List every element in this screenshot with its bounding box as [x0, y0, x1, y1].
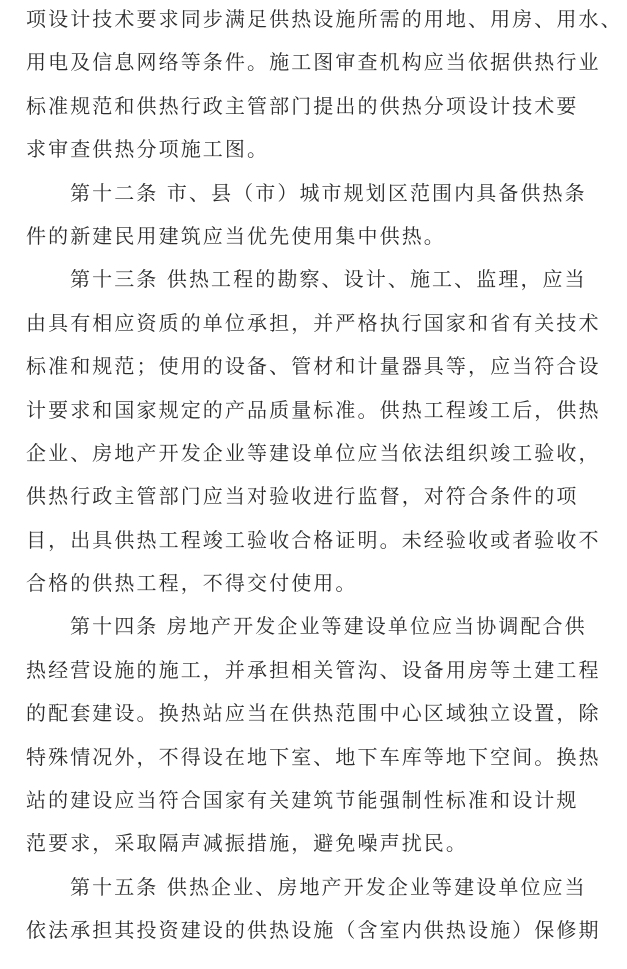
- text-line: 计要求和国家规定的产品质量标准。供热工程竣工后，供热: [26, 397, 601, 422]
- text-line: 特殊情况外，不得设在地下室、地下车库等地下空间。换热: [26, 744, 601, 769]
- text-line: 站的建设应当符合国家有关建筑节能强制性标准和设计规: [26, 788, 579, 813]
- text-line: 企业、房地产开发企业等建设单位应当依法组织竣工验收，: [26, 440, 601, 465]
- article-12-first-line: 第十二条 市、县（市）城市规划区范围内具备供热条: [70, 180, 587, 205]
- text-line: 合格的供热工程，不得交付使用。: [26, 571, 358, 596]
- text-line: 项设计技术要求同步满足供热设施所需的用地、用房、用水、: [26, 7, 623, 31]
- text-line: 目，出具供热工程竣工验收合格证明。未经验收或者验收不: [26, 527, 601, 552]
- text-line: 范要求，采取隔声减振措施，避免噪声扰民。: [26, 831, 468, 856]
- text-line: 依法承担其投资建设的供热设施（含室内供热设施）保修期: [26, 918, 601, 943]
- document-page: [26, 0, 623, 953]
- text-line: 标准和规范；使用的设备、管材和计量器具等，应当符合设: [26, 354, 601, 379]
- article-13-first-line: 第十三条 供热工程的勘察、设计、施工、监理，应当: [70, 267, 587, 292]
- text-line: 件的新建民用建筑应当优先使用集中供热。: [26, 223, 446, 248]
- article-15-first-line: 第十五条 供热企业、房地产开发企业等建设单位应当: [70, 874, 587, 899]
- article-14-first-line: 第十四条 房地产开发企业等建设单位应当协调配合供: [70, 614, 587, 639]
- text-line: 供热行政主管部门应当对验收进行监督，对符合条件的项: [26, 484, 579, 509]
- text-line: 的配套建设。换热站应当在供热范围中心区域独立设置，除: [26, 701, 601, 726]
- text-line: 热经营设施的施工，并承担相关管沟、设备用房等土建工程: [26, 657, 601, 682]
- text-line: 用电及信息网络等条件。施工图审查机构应当依据供热行业: [26, 50, 601, 75]
- text-line: 求审查供热分项施工图。: [26, 137, 270, 162]
- text-line: 标准规范和供热行政主管部门提出的供热分项设计技术要: [26, 93, 579, 118]
- text-line: 由具有相应资质的单位承担，并严格执行国家和省有关技术: [26, 310, 601, 335]
